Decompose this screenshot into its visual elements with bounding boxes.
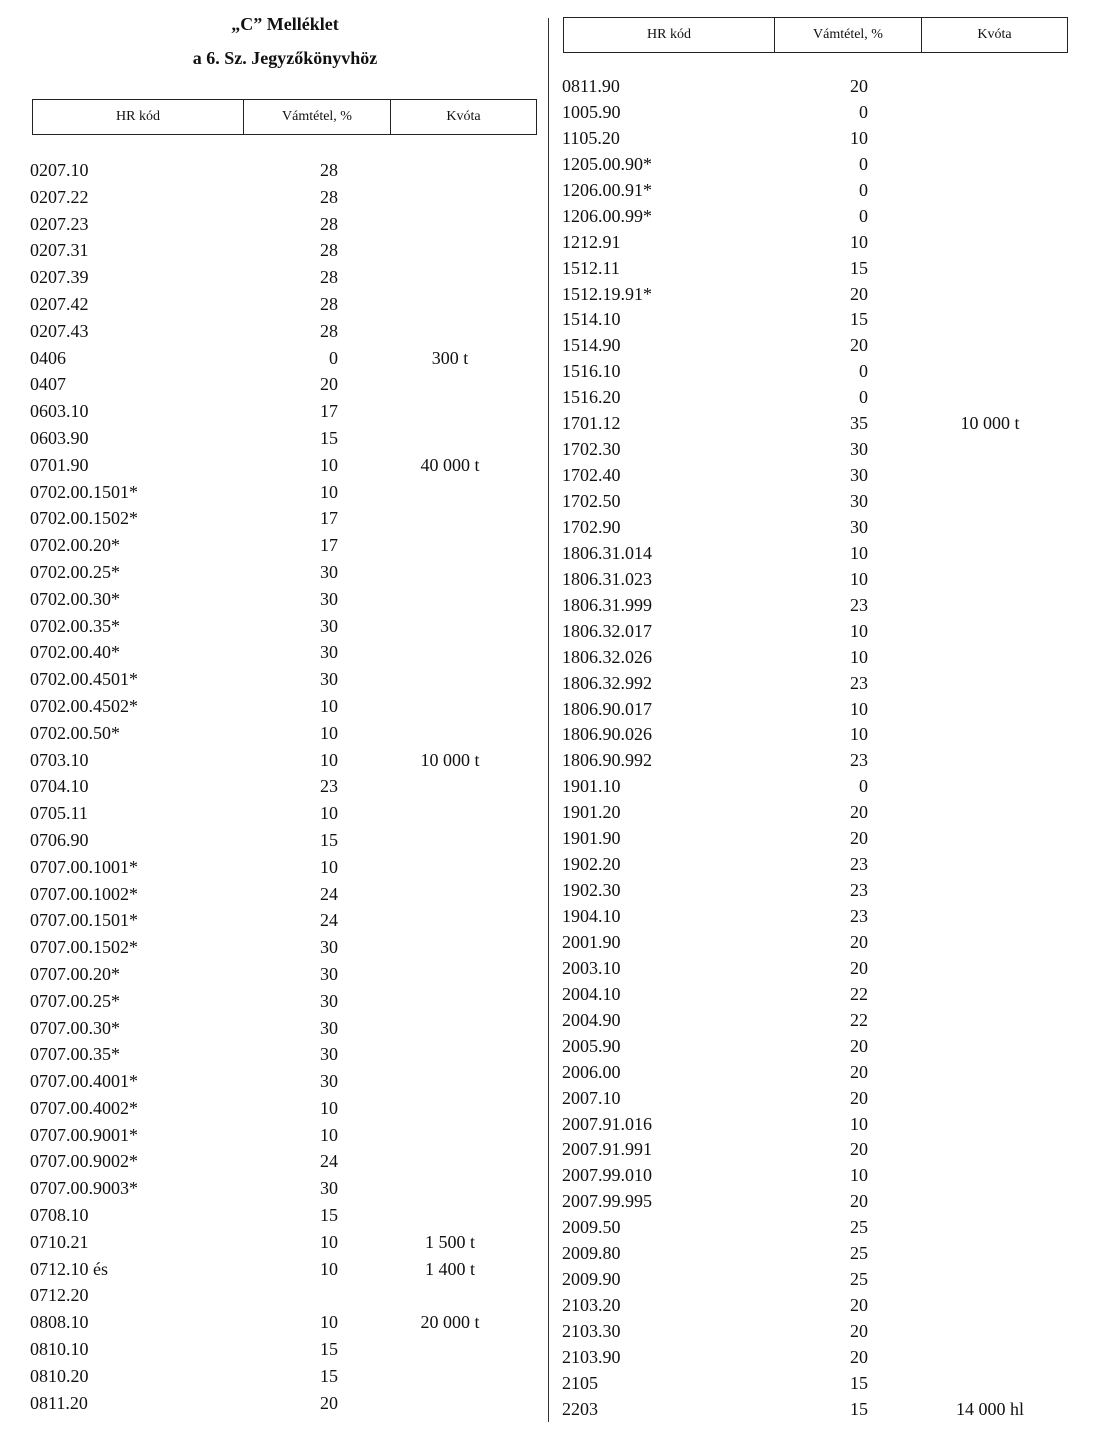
- hr-code-cell: 1806.32.026: [562, 646, 652, 667]
- duty-rate-cell: 15: [320, 1365, 338, 1386]
- duty-rate-cell: 0: [859, 153, 868, 174]
- duty-rate-cell: 23: [850, 854, 868, 875]
- duty-rate-cell: 25: [850, 1243, 868, 1264]
- hr-code-cell: 0707.00.35*: [30, 1044, 120, 1065]
- hr-code-cell: 0207.23: [30, 213, 89, 234]
- hr-code-cell: 0207.10: [30, 160, 89, 180]
- duty-rate-cell: 20: [320, 1392, 338, 1413]
- duty-rate-cell: 10: [320, 749, 338, 770]
- hr-code-cell: 1702.50: [562, 491, 621, 511]
- duty-rate-cell: 28: [320, 293, 338, 314]
- hr-code-cell: 2004.90: [562, 1009, 621, 1030]
- hr-code-cell: 1212.91: [562, 231, 621, 252]
- column-divider: [548, 18, 549, 1422]
- duty-rate-cell: 28: [320, 320, 338, 341]
- hr-code-cell: 1512.19.91*: [562, 283, 652, 304]
- duty-rate-cell: 35: [850, 413, 868, 434]
- duty-rate-cell: 10: [850, 698, 868, 719]
- duty-rate-cell: 20: [850, 802, 868, 823]
- hr-code-cell: 0707.00.9002*: [30, 1151, 138, 1172]
- duty-rate-cell: 15: [850, 309, 868, 330]
- document-subtitle: a 6. Sz. Jegyzőkönyvhöz: [192, 48, 378, 68]
- duty-rate-cell: 15: [320, 1205, 338, 1226]
- duty-rate-cell: 20: [850, 1087, 868, 1108]
- hr-code-cell: 2105: [562, 1372, 598, 1393]
- hr-code-cell: 0702.00.4501*: [30, 669, 138, 690]
- hr-code-cell: 1806.90.026: [562, 724, 652, 745]
- hr-code-cell: 2007.99.010: [562, 1165, 652, 1186]
- duty-rate-cell: 10: [850, 1113, 868, 1134]
- hr-code-cell: 0702.00.30*: [30, 588, 120, 609]
- hr-code-cell: 0706.90: [30, 829, 89, 850]
- hr-code-cell: 0703.10: [30, 749, 89, 770]
- hr-code-cell: 1806.90.992: [562, 750, 652, 771]
- duty-rate-cell: 10: [320, 1124, 338, 1145]
- duty-rate-cell: 20: [850, 1346, 868, 1367]
- hr-code-cell: 0702.00.4502*: [30, 695, 138, 716]
- duty-rate-cell: 25: [850, 1269, 868, 1290]
- duty-rate-cell: 22: [850, 983, 868, 1004]
- hr-code-cell: 1806.31.023: [562, 568, 652, 589]
- duty-rate-cell: 24: [320, 910, 338, 931]
- left-table-header: [32, 99, 537, 135]
- hr-code-cell: 1514.90: [562, 335, 621, 356]
- hr-code-cell: 2203: [562, 1398, 598, 1419]
- hr-code-cell: 0705.11: [30, 803, 88, 824]
- duty-rate-cell: 20: [850, 335, 868, 356]
- duty-rate-cell: 20: [850, 957, 868, 978]
- duty-rate-cell: 30: [320, 990, 338, 1011]
- hr-code-cell: 1806.90.017: [562, 698, 652, 719]
- hr-code-cell: 0808.10: [30, 1312, 89, 1333]
- duty-rate-cell: 10: [850, 620, 868, 641]
- hr-code-cell: 0710.21: [30, 1231, 89, 1252]
- duty-rate-cell: 24: [320, 883, 338, 904]
- hr-code-cell: 1902.30: [562, 880, 621, 901]
- quota-cell: 10 000 t: [420, 749, 480, 770]
- duty-rate-cell: 20: [850, 931, 868, 952]
- hr-code-cell: 1806.31.999: [562, 594, 652, 615]
- hr-code-cell: 1206.00.91*: [562, 179, 652, 200]
- hr-code-cell: 2103.90: [562, 1346, 621, 1367]
- document-title: „C” Melléklet: [231, 14, 339, 34]
- duty-rate-cell: 0: [859, 205, 868, 226]
- hr-code-cell: 0707.00.20*: [30, 963, 120, 984]
- header-hr-code: HR kód: [564, 18, 775, 52]
- duty-rate-cell: 17: [320, 535, 338, 556]
- duty-rate-cell: 10: [320, 803, 338, 824]
- header-duty-rate: Vámtétel, %: [775, 18, 922, 52]
- hr-code-cell: 0702.00.1502*: [30, 508, 138, 529]
- hr-code-cell: 0707.00.25*: [30, 990, 120, 1011]
- duty-rate-cell: 10: [320, 1312, 338, 1333]
- duty-rate-cell: 20: [850, 828, 868, 849]
- hr-code-cell: 2103.20: [562, 1295, 621, 1316]
- duty-rate-cell: 23: [850, 672, 868, 693]
- hr-code-cell: 1902.20: [562, 854, 621, 875]
- duty-rate-cell: 20: [850, 1191, 868, 1212]
- duty-rate-cell: 23: [850, 880, 868, 901]
- duty-rate-cell: 0: [859, 776, 868, 797]
- hr-code-cell: 2007.91.991: [562, 1139, 652, 1160]
- right-table-header: [563, 17, 1068, 53]
- hr-code-cell: 1901.20: [562, 802, 621, 823]
- hr-code-cell: 1702.90: [562, 516, 621, 537]
- hr-code-cell: 2003.10: [562, 957, 621, 978]
- duty-rate-cell: 10: [850, 724, 868, 745]
- hr-code-cell: 0207.39: [30, 267, 89, 288]
- hr-code-cell: 0704.10: [30, 776, 89, 797]
- duty-rate-cell: 20: [850, 1295, 868, 1316]
- duty-rate-cell: 30: [850, 465, 868, 486]
- hr-code-cell: 1806.32.017: [562, 620, 652, 641]
- duty-rate-cell: 20: [850, 1321, 868, 1341]
- duty-rate-cell: 15: [850, 1372, 868, 1393]
- hr-code-cell: 1901.90: [562, 828, 621, 849]
- duty-rate-cell: 15: [850, 257, 868, 278]
- hr-code-cell: 2006.00: [562, 1061, 621, 1082]
- duty-rate-cell: 0: [859, 361, 868, 382]
- duty-rate-cell: 0: [859, 179, 868, 200]
- duty-rate-cell: 30: [320, 1178, 338, 1199]
- hr-code-cell: 0702.00.20*: [30, 535, 120, 556]
- hr-code-cell: 2007.99.995: [562, 1191, 652, 1212]
- duty-rate-cell: 17: [320, 508, 338, 529]
- duty-rate-cell: 30: [850, 516, 868, 537]
- quota-cell: 300 t: [431, 347, 469, 368]
- duty-rate-cell: 15: [320, 1339, 338, 1360]
- hr-code-cell: 1702.30: [562, 439, 621, 460]
- hr-code-cell: 1514.10: [562, 309, 621, 330]
- duty-rate-cell: 0: [329, 347, 338, 368]
- duty-rate-cell: 10: [320, 481, 338, 502]
- hr-code-cell: 0603.10: [30, 401, 89, 422]
- duty-rate-cell: 10: [850, 231, 868, 252]
- duty-rate-cell: 20: [850, 1035, 868, 1056]
- hr-code-cell: 0707.00.1001*: [30, 856, 138, 877]
- hr-code-cell: 0707.00.1501*: [30, 910, 138, 931]
- hr-code-cell: 0707.00.4001*: [30, 1071, 138, 1092]
- duty-rate-cell: 30: [850, 439, 868, 460]
- hr-code-cell: 0708.10: [30, 1205, 89, 1226]
- duty-rate-cell: 20: [850, 1061, 868, 1082]
- header-hr-code: HR kód: [33, 100, 244, 134]
- duty-rate-cell: 23: [850, 750, 868, 771]
- duty-rate-cell: 30: [320, 615, 338, 636]
- duty-rate-cell: 30: [850, 491, 868, 511]
- duty-rate-cell: 10: [320, 1258, 338, 1279]
- duty-rate-cell: 28: [320, 186, 338, 207]
- hr-code-cell: 0811.90: [562, 76, 620, 96]
- hr-code-cell: 0207.31: [30, 240, 89, 261]
- hr-code-cell: 1512.11: [562, 257, 620, 278]
- hr-code-cell: 0810.10: [30, 1339, 89, 1360]
- duty-rate-cell: 20: [850, 1139, 868, 1160]
- quota-cell: 10 000 t: [960, 413, 1020, 434]
- hr-code-cell: 1904.10: [562, 906, 621, 926]
- hr-code-cell: 2001.90: [562, 931, 621, 952]
- header-quota: Kvóta: [446, 109, 481, 124]
- hr-code-cell: 2004.10: [562, 983, 621, 1004]
- duty-rate-cell: 15: [320, 427, 338, 448]
- quota-cell: 20 000 t: [420, 1312, 480, 1333]
- hr-code-cell: 1105.20: [562, 127, 620, 148]
- hr-code-cell: 0407: [30, 374, 66, 395]
- hr-code-cell: 1205.00.90*: [562, 153, 652, 174]
- duty-rate-cell: 0: [859, 387, 868, 408]
- hr-code-cell: 0707.00.1002*: [30, 883, 138, 904]
- hr-code-cell: 2009.80: [562, 1243, 621, 1264]
- hr-code-cell: 1005.90: [562, 101, 621, 122]
- quota-cell: 1 500 t: [424, 1231, 475, 1252]
- hr-code-cell: 0701.90: [30, 454, 89, 475]
- hr-code-cell: 0702.00.35*: [30, 615, 120, 636]
- duty-rate-cell: 0: [859, 101, 868, 122]
- hr-code-cell: 0811.20: [30, 1392, 88, 1413]
- hr-code-cell: 0207.42: [30, 293, 89, 314]
- duty-rate-cell: 28: [320, 267, 338, 288]
- hr-code-cell: 1516.20: [562, 387, 621, 408]
- hr-code-cell: 0702.00.1501*: [30, 481, 138, 502]
- duty-rate-cell: 22: [850, 1009, 868, 1030]
- hr-code-cell: 0702.00.50*: [30, 722, 120, 743]
- duty-rate-cell: 10: [320, 1097, 338, 1118]
- duty-rate-cell: 23: [320, 776, 338, 797]
- duty-rate-cell: 10: [320, 722, 338, 743]
- quota-cell: 40 000 t: [420, 454, 480, 475]
- duty-rate-cell: 10: [850, 646, 868, 667]
- duty-rate-cell: 30: [320, 963, 338, 984]
- hr-code-cell: 0707.00.30*: [30, 1017, 120, 1038]
- duty-rate-cell: 23: [850, 594, 868, 615]
- duty-rate-cell: 10: [850, 1165, 868, 1186]
- hr-code-cell: 2007.91.016: [562, 1113, 652, 1134]
- header-duty-rate: Vámtétel, %: [244, 100, 391, 134]
- hr-code-cell: 0406: [30, 347, 66, 368]
- duty-rate-cell: 15: [850, 1398, 868, 1419]
- hr-code-cell: 0810.20: [30, 1365, 89, 1386]
- hr-code-cell: 1701.12: [562, 413, 621, 434]
- hr-code-cell: 0707.00.9001*: [30, 1124, 138, 1145]
- hr-code-cell: 0707.00.9003*: [30, 1178, 138, 1199]
- quota-cell: 14 000 hl: [955, 1398, 1024, 1419]
- header-quota: Kvóta: [977, 27, 1012, 42]
- hr-code-cell: 2009.50: [562, 1217, 621, 1238]
- hr-code-cell: 2007.10: [562, 1087, 621, 1108]
- hr-code-cell: 0207.22: [30, 186, 89, 207]
- hr-code-cell: 0712.20: [30, 1285, 89, 1306]
- duty-rate-cell: 30: [320, 588, 338, 609]
- hr-code-cell: 1702.40: [562, 465, 621, 486]
- duty-rate-cell: 20: [850, 76, 868, 96]
- hr-code-cell: 1806.31.014: [562, 542, 652, 563]
- duty-rate-cell: 20: [850, 283, 868, 304]
- duty-rate-cell: 10: [320, 695, 338, 716]
- duty-rate-cell: 23: [850, 906, 868, 926]
- duty-rate-cell: 10: [320, 1231, 338, 1252]
- hr-code-cell: 0707.00.1502*: [30, 937, 138, 958]
- duty-rate-cell: 30: [320, 1071, 338, 1092]
- duty-rate-cell: 24: [320, 1151, 338, 1172]
- hr-code-cell: 0702.00.40*: [30, 642, 120, 663]
- duty-rate-cell: 25: [850, 1217, 868, 1238]
- hr-code-cell: 0207.43: [30, 320, 89, 341]
- duty-rate-cell: 30: [320, 561, 338, 582]
- hr-code-cell: 0702.00.25*: [30, 561, 120, 582]
- duty-rate-cell: 10: [320, 454, 338, 475]
- hr-code-cell: 0603.90: [30, 427, 89, 448]
- duty-rate-cell: 30: [320, 1044, 338, 1065]
- hr-code-cell: 0712.10 és: [30, 1258, 108, 1279]
- duty-rate-cell: 30: [320, 669, 338, 690]
- duty-rate-cell: 28: [320, 240, 338, 261]
- duty-rate-cell: 28: [320, 213, 338, 234]
- duty-rate-cell: 17: [320, 401, 338, 422]
- hr-code-cell: 2009.90: [562, 1269, 621, 1290]
- hr-code-cell: 1516.10: [562, 361, 621, 382]
- duty-rate-cell: 10: [850, 127, 868, 148]
- hr-code-cell: 1901.10: [562, 776, 621, 797]
- duty-rate-cell: 20: [320, 374, 338, 395]
- duty-rate-cell: 10: [850, 568, 868, 589]
- duty-rate-cell: 30: [320, 937, 338, 958]
- duty-rate-cell: 30: [320, 642, 338, 663]
- duty-rate-cell: 10: [850, 542, 868, 563]
- hr-code-cell: 1206.00.99*: [562, 205, 652, 226]
- hr-code-cell: 2005.90: [562, 1035, 621, 1056]
- quota-cell: 1 400 t: [424, 1258, 475, 1279]
- hr-code-cell: 1806.32.992: [562, 672, 652, 693]
- hr-code-cell: 0707.00.4002*: [30, 1097, 138, 1118]
- duty-rate-cell: 10: [320, 856, 338, 877]
- hr-code-cell: 2103.30: [562, 1321, 621, 1341]
- duty-rate-cell: 15: [320, 829, 338, 850]
- duty-rate-cell: 28: [320, 160, 338, 180]
- duty-rate-cell: 30: [320, 1017, 338, 1038]
